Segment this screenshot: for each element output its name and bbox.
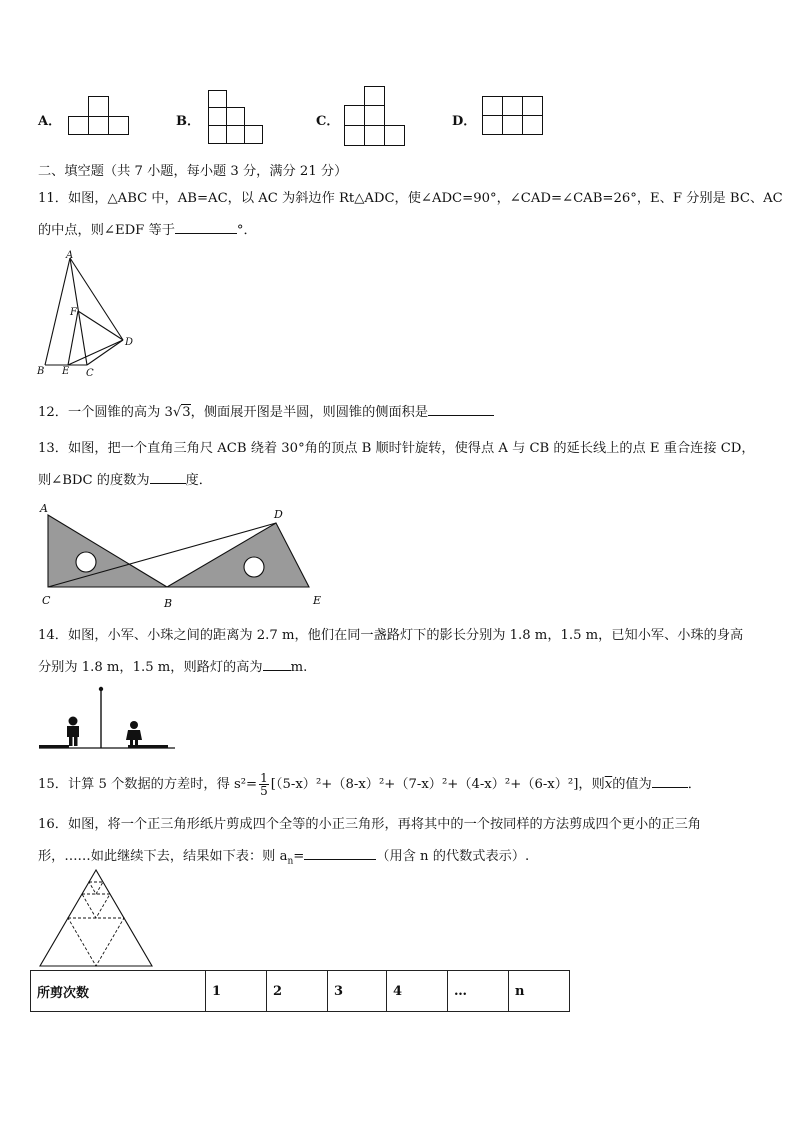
q13-label-d: D [274, 508, 283, 521]
option-a-figure [68, 96, 132, 136]
table-cell: 4 [387, 971, 448, 1012]
q16-answer-blank [304, 847, 376, 860]
q16-line2-end: （用含 n 的代数式表示）. [376, 849, 530, 864]
q13-label-a: A [40, 502, 48, 515]
q13-answer-blank [150, 471, 186, 484]
q11-label-f: F [70, 307, 77, 318]
section-heading: 二、填空题（共 7 小题，每小题 3 分，满分 21 分） [38, 164, 348, 179]
option-a-label: A． [38, 114, 62, 129]
q13-line1: 13．如图，把一个直角三角尺 ACB 绕着 30°角的顶点 B 顺时针旋转，使得点 A 与 CB 的延长线上的点 E 重合连接 CD， [38, 441, 755, 456]
q11-line2-end: °． [236, 223, 257, 238]
table-header-cell: 所剪次数 [31, 971, 206, 1012]
q15-line [38, 772, 701, 797]
q13-line2-text: 则∠BDC 的度数为 [38, 473, 150, 488]
q14-line2-text: 分别为 1.8 m，1.5 m，则路灯的高为 [38, 660, 263, 675]
q11-label-d: D [125, 337, 134, 348]
option-b-figure [208, 90, 266, 146]
q12-text-pre: 12．一个圆锥的高为 3 [38, 405, 173, 420]
q12-line [38, 401, 494, 420]
table-cell: 2 [267, 971, 328, 1012]
q14-line2 [38, 656, 307, 675]
q13-figure [36, 500, 336, 612]
q16-subscript: n [287, 856, 294, 867]
q15-frac-num: 1 [260, 771, 268, 785]
q15-end: ． [687, 777, 701, 792]
q16-line2-text: 形，……如此继续下去，结果如下表：则 a [38, 849, 288, 864]
q14-line1: 14．如图，小军、小珠之间的距离为 2.7 m，他们在同一盏路灯下的影长分别为 1.8 m，1.5 m，已知小军、小珠的身高 [38, 628, 744, 643]
q11-label-e: E [62, 366, 70, 377]
q16-line1: 16．如图，将一个正三角形纸片剪成四个全等的小正三角形，再将其中的一个按同样的方法剪成四个更小的正三角 [38, 817, 701, 832]
q15-terms: [（5-x）²+（8-x）²+（7-x）²+（4-x）²+（6-x）²]，则 [270, 777, 605, 792]
table-cell: … [448, 971, 509, 1012]
q13-line2-end: 度． [185, 473, 212, 488]
q11-label-a: A [66, 250, 74, 261]
q15-text-post: 的值为 [612, 777, 652, 792]
q12-answer-blank [428, 403, 494, 416]
q16-eq: = [293, 849, 305, 864]
q13-line2 [38, 469, 212, 488]
option-b-label: B． [176, 114, 200, 129]
table-cell: 1 [206, 971, 267, 1012]
q14-line2-end: m. [290, 660, 308, 675]
q11-label-b: B [37, 366, 45, 377]
q15-xbar: $\overline{x}$ [604, 777, 613, 792]
q11-label-c: C [86, 368, 94, 379]
table-cell: 3 [328, 971, 387, 1012]
option-d-figure [482, 96, 546, 138]
q13-label-e: E [313, 594, 322, 607]
q12-text-post: ，侧面展开图是半圆，则圆锥的侧面积是 [190, 405, 429, 420]
q15-text-pre: 15．计算 5 个数据的方差时，得 s²= [38, 777, 258, 792]
q11-figure [30, 248, 150, 378]
q12-sqrt-sign: √ [172, 405, 182, 420]
q15-frac-den: 5 [260, 784, 268, 798]
q12-radicand: 3 [182, 405, 191, 420]
q15-fraction [259, 772, 269, 797]
q14-figure [36, 684, 178, 754]
q16-line2 [38, 845, 529, 867]
cut-count-table [30, 970, 570, 1012]
option-c-label: C． [316, 114, 340, 129]
table-cell: n [509, 971, 570, 1012]
q16-figure [36, 868, 158, 970]
q11-line1: 11．如图，△ABC 中，AB=AC，以 AC 为斜边作 Rt△ADC，使∠ADC=90°，∠CAD=∠CAB=26°，E、F 分别是 BC、AC [38, 191, 783, 206]
q11-line2 [38, 219, 257, 238]
q11-answer-blank [175, 221, 237, 234]
q11-line2-text: 的中点，则∠EDF 等于 [38, 223, 175, 238]
q13-label-c: C [42, 594, 51, 607]
option-c-figure [344, 86, 408, 148]
q13-label-b: B [164, 597, 173, 610]
option-d-label: D． [452, 114, 477, 129]
q15-answer-blank [652, 775, 688, 788]
q14-answer-blank [263, 658, 291, 671]
table-row [31, 971, 570, 1012]
